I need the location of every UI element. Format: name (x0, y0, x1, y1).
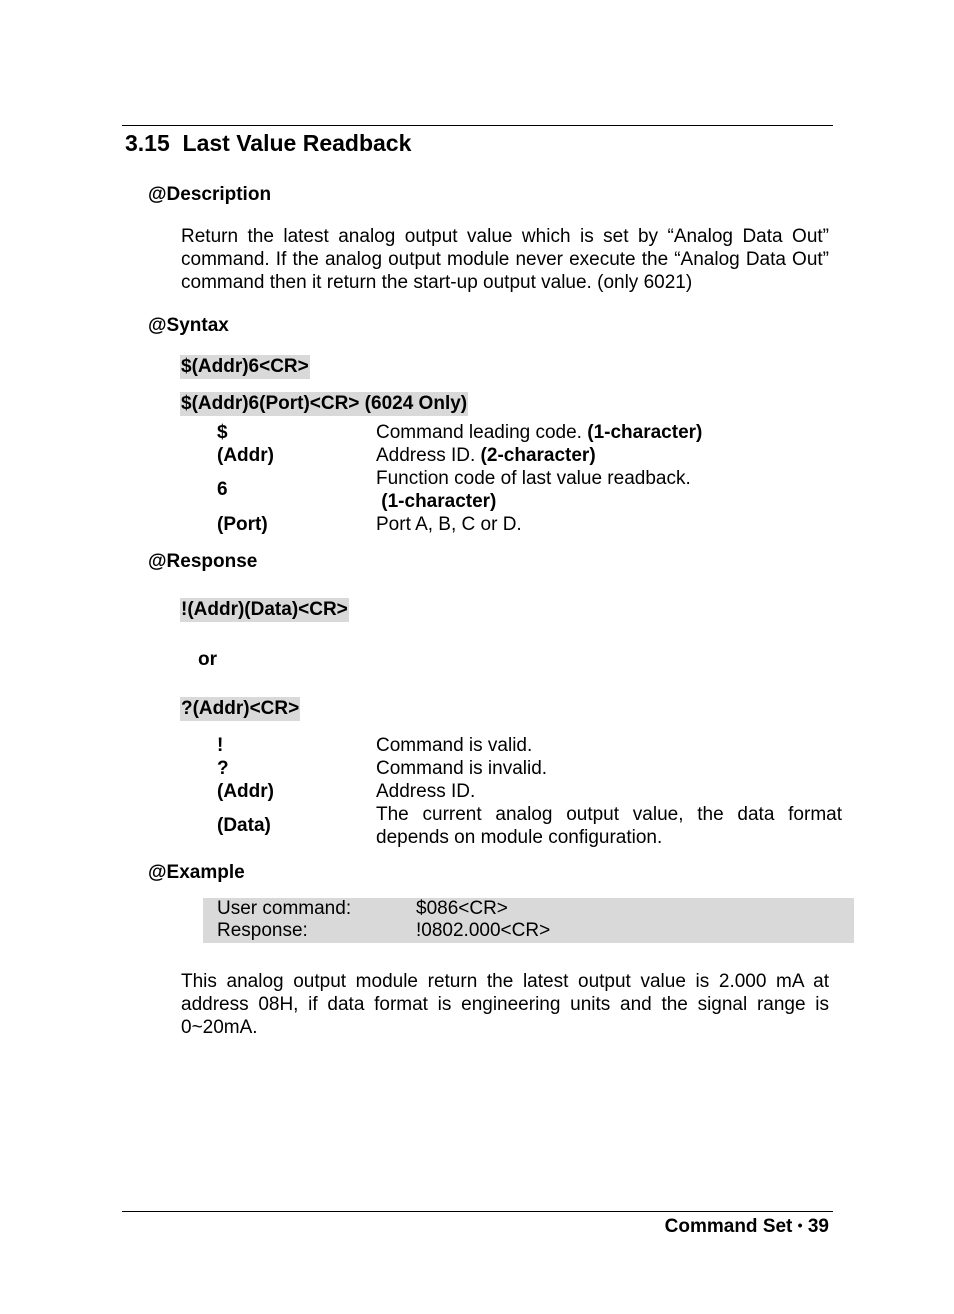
syntax-command-2-text: $(Addr)6(Port)<CR> (6024 Only) (181, 393, 468, 414)
example-text: This analog output module return the latest output value is 2.000 mA at address 08H, if data format is engineering units and the signal range is 0~20mA. (181, 971, 829, 1038)
syntax-param-desc-bold: (1-character) (587, 422, 703, 443)
response-param-name: ! (217, 735, 224, 756)
syntax-param-name: $ (217, 422, 228, 443)
example-label: @Example (148, 862, 245, 883)
syntax-param-desc (376, 445, 596, 467)
footer-page-number: 39 (807, 1216, 829, 1237)
response-param-name: ? (217, 758, 229, 779)
example-row-label: User command: (217, 898, 352, 919)
response-param-desc: Command is valid. (376, 735, 533, 756)
syntax-param-desc-text: Address ID. (376, 445, 481, 466)
description-text: Return the latest analog output value which is set by “Analog Data Out” command. If the analog output module never execute the “Analog Data Out” command then it return the start-up output value. (only 6021) (181, 226, 829, 293)
syntax-param-desc-line1: Function code of last value readback. (376, 468, 691, 489)
syntax-param-desc-line2: (1-character) (376, 491, 497, 512)
footer-section: Command Set (664, 1216, 793, 1237)
description-label: @Description (148, 184, 272, 205)
syntax-param-name: (Addr) (217, 445, 274, 466)
syntax-command-2 (180, 393, 468, 415)
example-row-value: $086<CR> (416, 898, 508, 919)
response-param-name: (Addr) (217, 781, 274, 802)
response-format-2-text: ?(Addr)<CR> (181, 698, 300, 719)
syntax-param-desc: Port A, B, C or D. (376, 514, 522, 535)
syntax-label: @Syntax (148, 315, 229, 336)
page-footer (665, 1216, 829, 1238)
example-row-value: !0802.000<CR> (416, 920, 551, 941)
syntax-param-desc-bold: (2-character) (480, 445, 596, 466)
response-format-1 (180, 599, 349, 621)
response-param-desc: Command is invalid. (376, 758, 548, 779)
footer-rule (122, 1211, 833, 1212)
response-param-desc: The current analog output value, the data format depends on module configuration. (376, 804, 842, 848)
example-row-label: Response: (217, 920, 308, 941)
footer-bullet: • (797, 1217, 803, 1233)
response-format-1-text: !(Addr)(Data)<CR> (181, 599, 348, 620)
syntax-command-1-text: $(Addr)6<CR> (181, 356, 309, 377)
top-rule (122, 125, 833, 126)
syntax-param-desc-text: Command leading code. (376, 422, 588, 443)
response-label: @Response (148, 551, 258, 572)
response-param-name: (Data) (217, 815, 271, 836)
response-format-2 (180, 698, 300, 720)
response-param-desc: Address ID. (376, 781, 476, 802)
syntax-param-name: (Port) (217, 514, 268, 535)
syntax-command-1 (180, 356, 310, 378)
syntax-param-name: 6 (217, 479, 228, 500)
response-or: or (198, 649, 217, 670)
section-heading: 3.15 Last Value Readback (125, 130, 412, 156)
syntax-param-desc (376, 422, 702, 444)
